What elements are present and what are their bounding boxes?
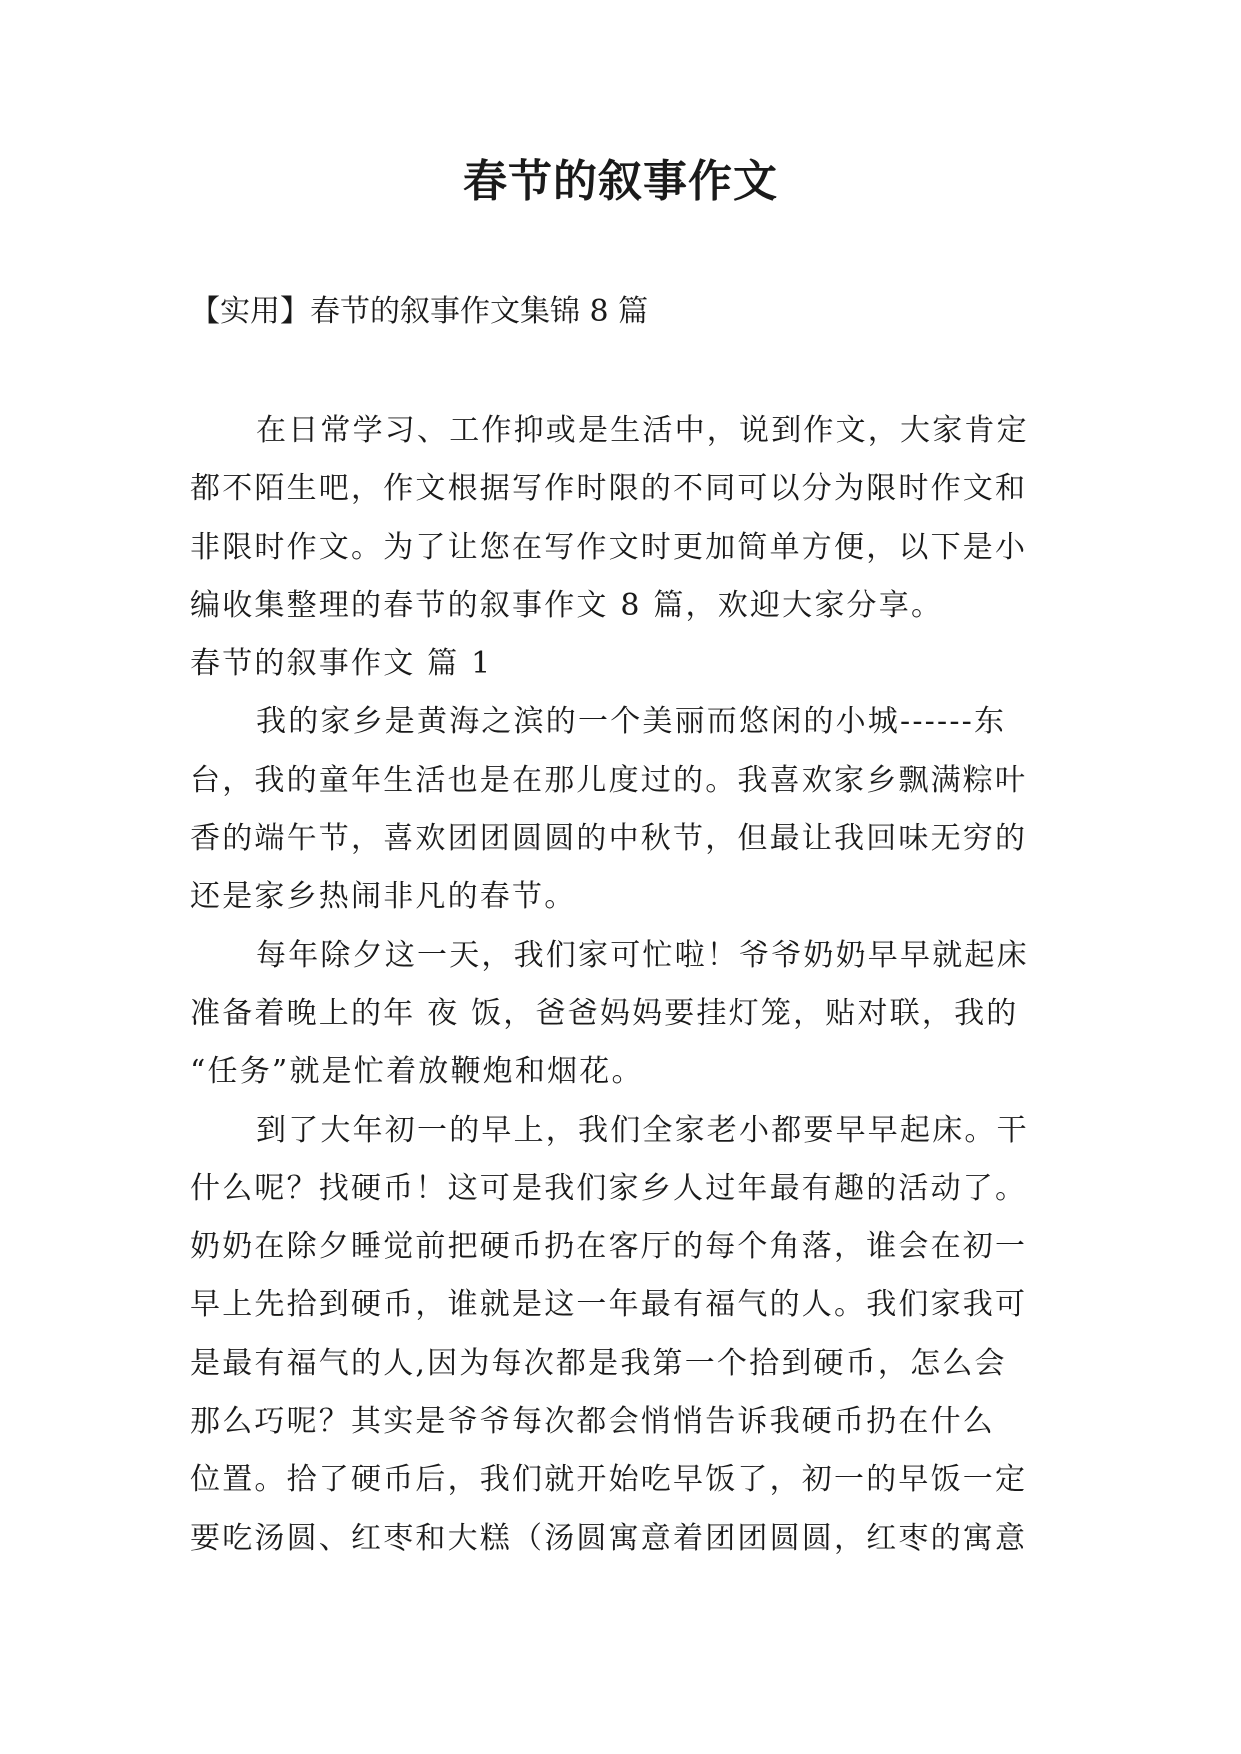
text-line: 编收集整理的春节的叙事作文 8 篇，欢迎大家分享。: [190, 587, 944, 623]
text-line: 要吃汤圆、红枣和大糕（汤圆寓意着团团圆圆，红枣的寓意: [190, 1520, 1028, 1556]
text-line: 在日常学习、工作抑或是生活中，说到作文，大家肯定: [256, 413, 1029, 448]
text-line: 每年除夕这一天，我们家可忙啦！爷爷奶奶早早就起床: [256, 937, 1029, 973]
text-line: 早上先拾到硬币，谁就是这一年最有福气的人。我们家我可: [190, 1287, 1028, 1323]
text-line: 是最有福气的人,因为每次都是我第一个拾到硬币，怎么会: [190, 1345, 1007, 1381]
text-line: 奶奶在除夕睡觉前把硬币扔在客厅的每个角落，谁会在初一: [190, 1229, 1028, 1265]
text-line: 我的家乡是黄海之滨的一个美丽而悠闲的小城------东: [256, 704, 1007, 740]
text-line: 香的端午节，喜欢团团圆圆的中秋节，但最让我回味无穷的: [190, 821, 1028, 857]
text-line: 台，我的童年生活也是在那儿度过的。我喜欢家乡飘满粽叶: [190, 762, 1028, 798]
text-line: 到了大年初一的早上，我们全家老小都要早早起床。干: [256, 1112, 1029, 1148]
text-line: 准备着晚上的年 夜 饭，爸爸妈妈要挂灯笼，贴对联，我的: [190, 995, 1019, 1031]
text-line: 都不陌生吧，作文根据写作时限的不同可以分为限时作文和: [190, 471, 1028, 507]
document-title: 春节的叙事作文: [463, 156, 778, 207]
text-line: 还是家乡热闹非凡的春节。: [190, 879, 577, 915]
text-line: 春节的叙事作文 篇 1: [190, 646, 493, 682]
text-line: 位置。拾了硬币后，我们就开始吃早饭了，初一的早饭一定: [190, 1462, 1028, 1498]
text-line: 非限时作文。为了让您在写作文时更加简单方便，以下是小: [190, 529, 1028, 565]
text-line: 什么呢？找硬币！这可是我们家乡人过年最有趣的活动了。: [190, 1170, 1028, 1206]
text-line: 那么巧呢？其实是爷爷每次都会悄悄告诉我硬币扔在什么: [190, 1404, 995, 1440]
document-subtitle: 【实用】春节的叙事作文集锦 8 篇: [190, 294, 649, 329]
text-line: “任务”就是忙着放鞭炮和烟花。: [190, 1054, 644, 1090]
document-body: [190, 402, 1060, 1568]
